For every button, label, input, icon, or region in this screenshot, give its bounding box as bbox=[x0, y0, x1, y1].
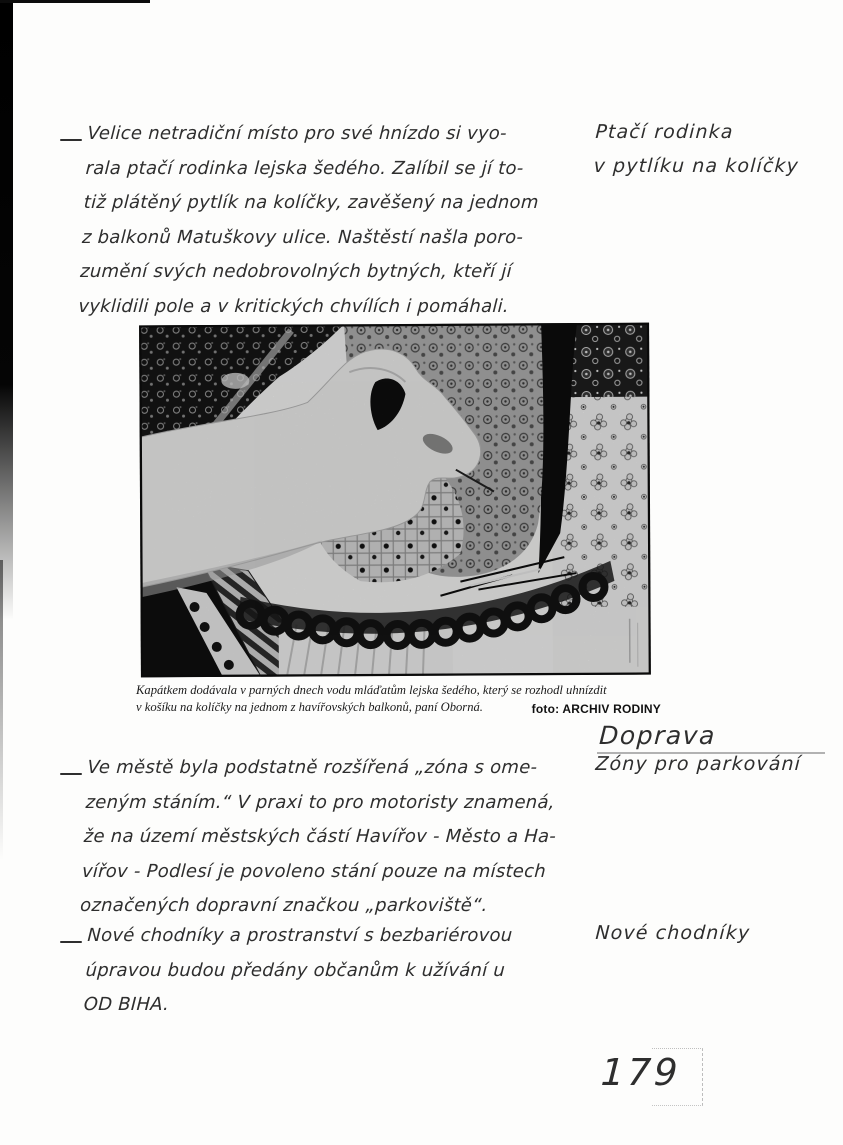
handwritten-line: zeným stáním.“ V praxi to pro motoristy znamená, bbox=[85, 791, 556, 813]
photo-illustration bbox=[139, 323, 651, 678]
photo-credit: foto: ARCHIV RODINY bbox=[531, 701, 661, 716]
handwritten-line: z balkonů Matuškovy ulice. Naštěstí našla poro- bbox=[81, 226, 524, 248]
photo-grain bbox=[139, 323, 651, 678]
dash-bullet bbox=[60, 139, 82, 141]
handwritten-line: zumění svých nedobrovolných bytných, kteří jí bbox=[79, 261, 513, 282]
paragraph-bird-family bbox=[77, 123, 598, 330]
margin-note-line: Zóny pro parkování bbox=[594, 753, 802, 775]
margin-note-new-sidewalks bbox=[594, 922, 842, 956]
caption-line: v košíku na kolíčky na jednom z havířovských balkonů, paní Oborná. bbox=[136, 699, 483, 714]
caption-line: Kapátkem dodávala v parných dnech vodu mláďatům lejska šedého, který se rozhodl uhnízdit bbox=[136, 683, 607, 697]
handwritten-line: rala ptačí rodinka lejska šedého. Zalíbil se jí to- bbox=[85, 157, 525, 179]
handwritten-line: že na území městských částí Havířov - Město a Ha- bbox=[83, 826, 557, 847]
handwritten-line: označených dopravní značkou „parkoviště“. bbox=[79, 895, 489, 916]
scan-edge-top bbox=[0, 0, 150, 3]
paragraph-parking-zones bbox=[79, 757, 598, 930]
handwritten-line: vířov - Podlesí je povoleno stání pouze na místech bbox=[81, 860, 547, 882]
section-heading-doprava: Doprava bbox=[598, 721, 717, 750]
dash-bullet bbox=[60, 941, 82, 943]
handwritten-line: Nové chodníky a prostranství s bezbariérovou bbox=[86, 925, 514, 946]
dash-bullet bbox=[60, 773, 82, 775]
margin-note-parking-zones bbox=[594, 753, 842, 787]
margin-note-line: v pytlíku na kolíčky bbox=[593, 155, 800, 177]
scan-edge-left-thin bbox=[0, 560, 3, 860]
margin-note-line: Ptačí rodinka bbox=[594, 121, 735, 143]
handwritten-line: úpravou budou předány občanům k užívání u bbox=[85, 959, 506, 981]
margin-note-line: Nové chodníky bbox=[594, 922, 751, 944]
handwritten-line: Ve městě byla podstatně rozšířená „zóna s ome- bbox=[86, 757, 538, 778]
handwritten-line: Velice netradiční místo pro své hnízdo si vyo- bbox=[86, 123, 508, 144]
paragraph-new-sidewalks bbox=[83, 925, 598, 1029]
page-number: 179 bbox=[599, 1051, 682, 1094]
handwritten-line: tiž plátěný pytlík na kolíčky, zavěšený na jednom bbox=[83, 192, 540, 213]
photo-peg-bag bbox=[139, 323, 651, 678]
scan-edge-left-bar bbox=[0, 0, 13, 620]
handwritten-line: vyklidili pole a v kritických chvílích i pomáhali. bbox=[77, 295, 510, 317]
margin-note-bird-family bbox=[592, 121, 842, 189]
handwritten-line: OD BIHA. bbox=[83, 994, 170, 1015]
photo-caption bbox=[136, 682, 663, 718]
